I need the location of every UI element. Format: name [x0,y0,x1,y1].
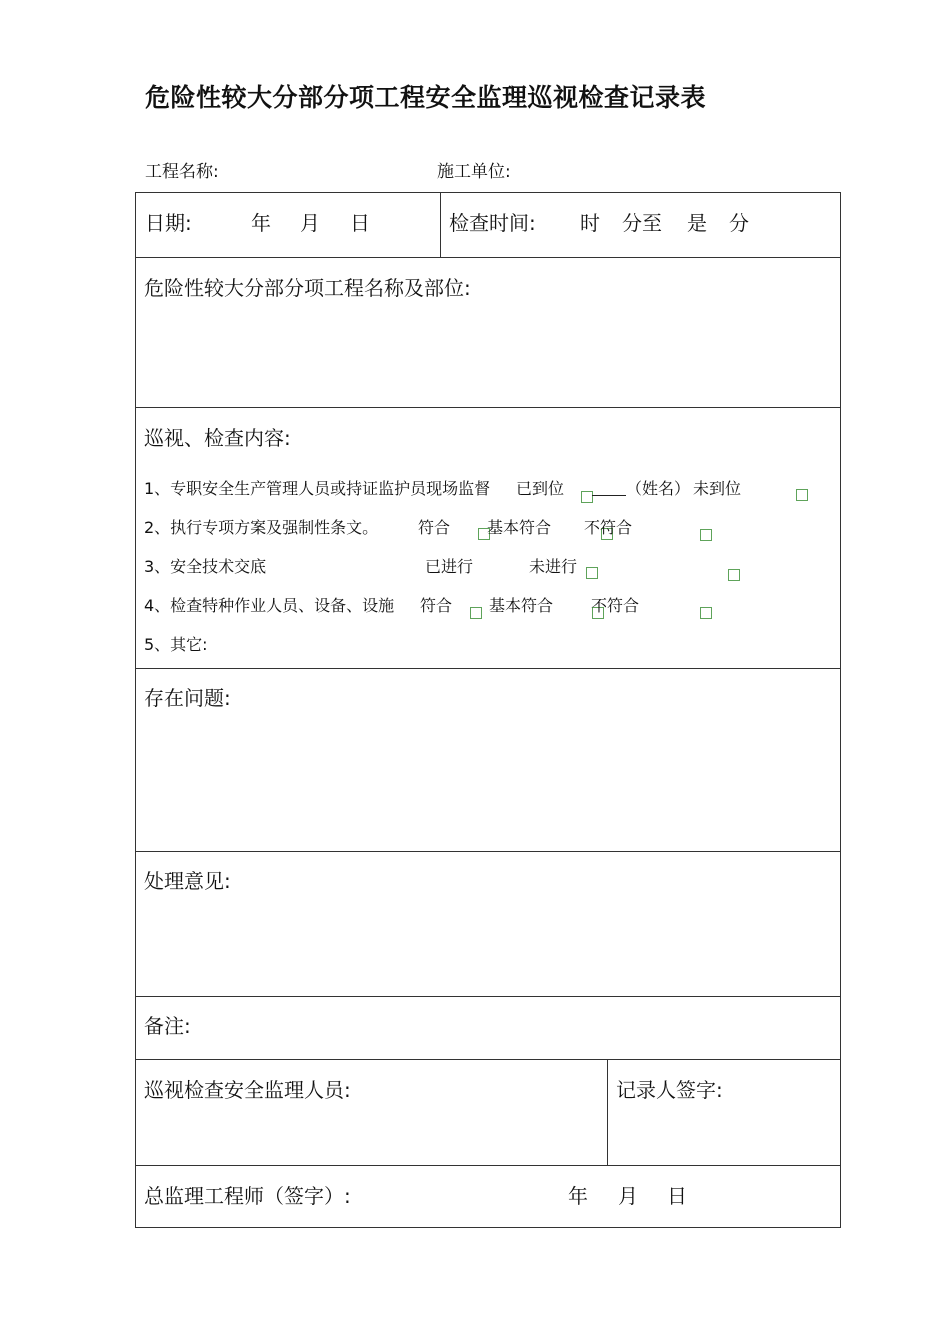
inspector-label: 巡视检查安全监理人员: [144,1078,351,1102]
chief-day: 日 [667,1184,687,1208]
item-3-text: 3、安全技术交底 [144,557,267,576]
item-3-opt-a-checkbox[interactable] [586,567,598,579]
project-name-label: 工程名称: [145,162,219,182]
item-3-opt-b-checkbox[interactable] [728,569,740,581]
time-label: 检查时间: [449,211,536,235]
problems-row [136,669,840,852]
problems-label: 存在问题: [144,686,231,710]
item-2-opt-c-label: 不符合 [584,518,633,537]
chief-month: 月 [618,1184,638,1208]
item-4-opt-b-label: 基本符合 [489,596,554,615]
item-4-opt-a-checkbox[interactable] [470,607,482,619]
recorder-label: 记录人签字: [616,1078,723,1102]
signature-row [136,1060,840,1166]
signature-divider [607,1060,608,1165]
date-row [136,193,840,258]
item-3-opt-a-label: 已进行 [425,557,474,576]
page-title: 危险性较大分部分项工程安全监理巡视检查记录表 [145,83,707,112]
section-name-row [136,258,840,408]
item-4-opt-c-label: 不符合 [591,596,640,615]
time-shi: 是 [687,211,707,235]
chief-label: 总监理工程师（签字）: [144,1184,351,1208]
date-label: 日期: [145,211,192,235]
item-1-absent-checkbox[interactable] [796,489,808,501]
chief-year: 年 [568,1184,588,1208]
item-2-text: 2、执行专项方案及强制性条文。 [144,518,379,537]
item-2-opt-c-checkbox[interactable] [700,529,712,541]
date-day: 日 [350,211,370,235]
opinion-row [136,852,840,997]
time-hour: 时 [580,211,600,235]
opinion-label: 处理意见: [144,869,231,893]
time-min-to: 分至 [622,211,662,235]
date-divider [440,193,441,257]
item-1-present-checkbox[interactable] [581,491,593,503]
item-3-opt-b-label: 未进行 [529,557,578,576]
inspection-row [136,408,840,669]
section-name-label: 危险性较大分部分项工程名称及部位: [144,276,471,300]
chief-row [136,1166,840,1228]
item-1-present-label: 已到位 [516,479,565,498]
item-4-text: 4、检查特种作业人员、设备、设施 [144,596,395,615]
item-4-opt-c-checkbox[interactable] [700,607,712,619]
item-2-opt-b-label: 基本符合 [487,518,552,537]
date-month: 月 [300,211,320,235]
contractor-label: 施工单位: [437,162,511,182]
inspection-form [135,192,841,1228]
item-1-name-underline [592,495,626,496]
item-1-text: 1、专职安全生产管理人员或持证监护员现场监督 [144,479,491,498]
time-minute: 分 [729,211,749,235]
remarks-label: 备注: [144,1014,191,1038]
item-2-opt-a-label: 符合 [418,518,451,537]
remarks-row [136,997,840,1060]
item-4-opt-a-label: 符合 [420,596,453,615]
inspection-label: 巡视、检查内容: [144,426,291,450]
item-1-absent-label: 未到位 [693,479,742,498]
date-year: 年 [251,211,271,235]
item-1-name-hint: （姓名） [626,479,691,498]
item-5-text: 5、其它: [144,635,208,654]
